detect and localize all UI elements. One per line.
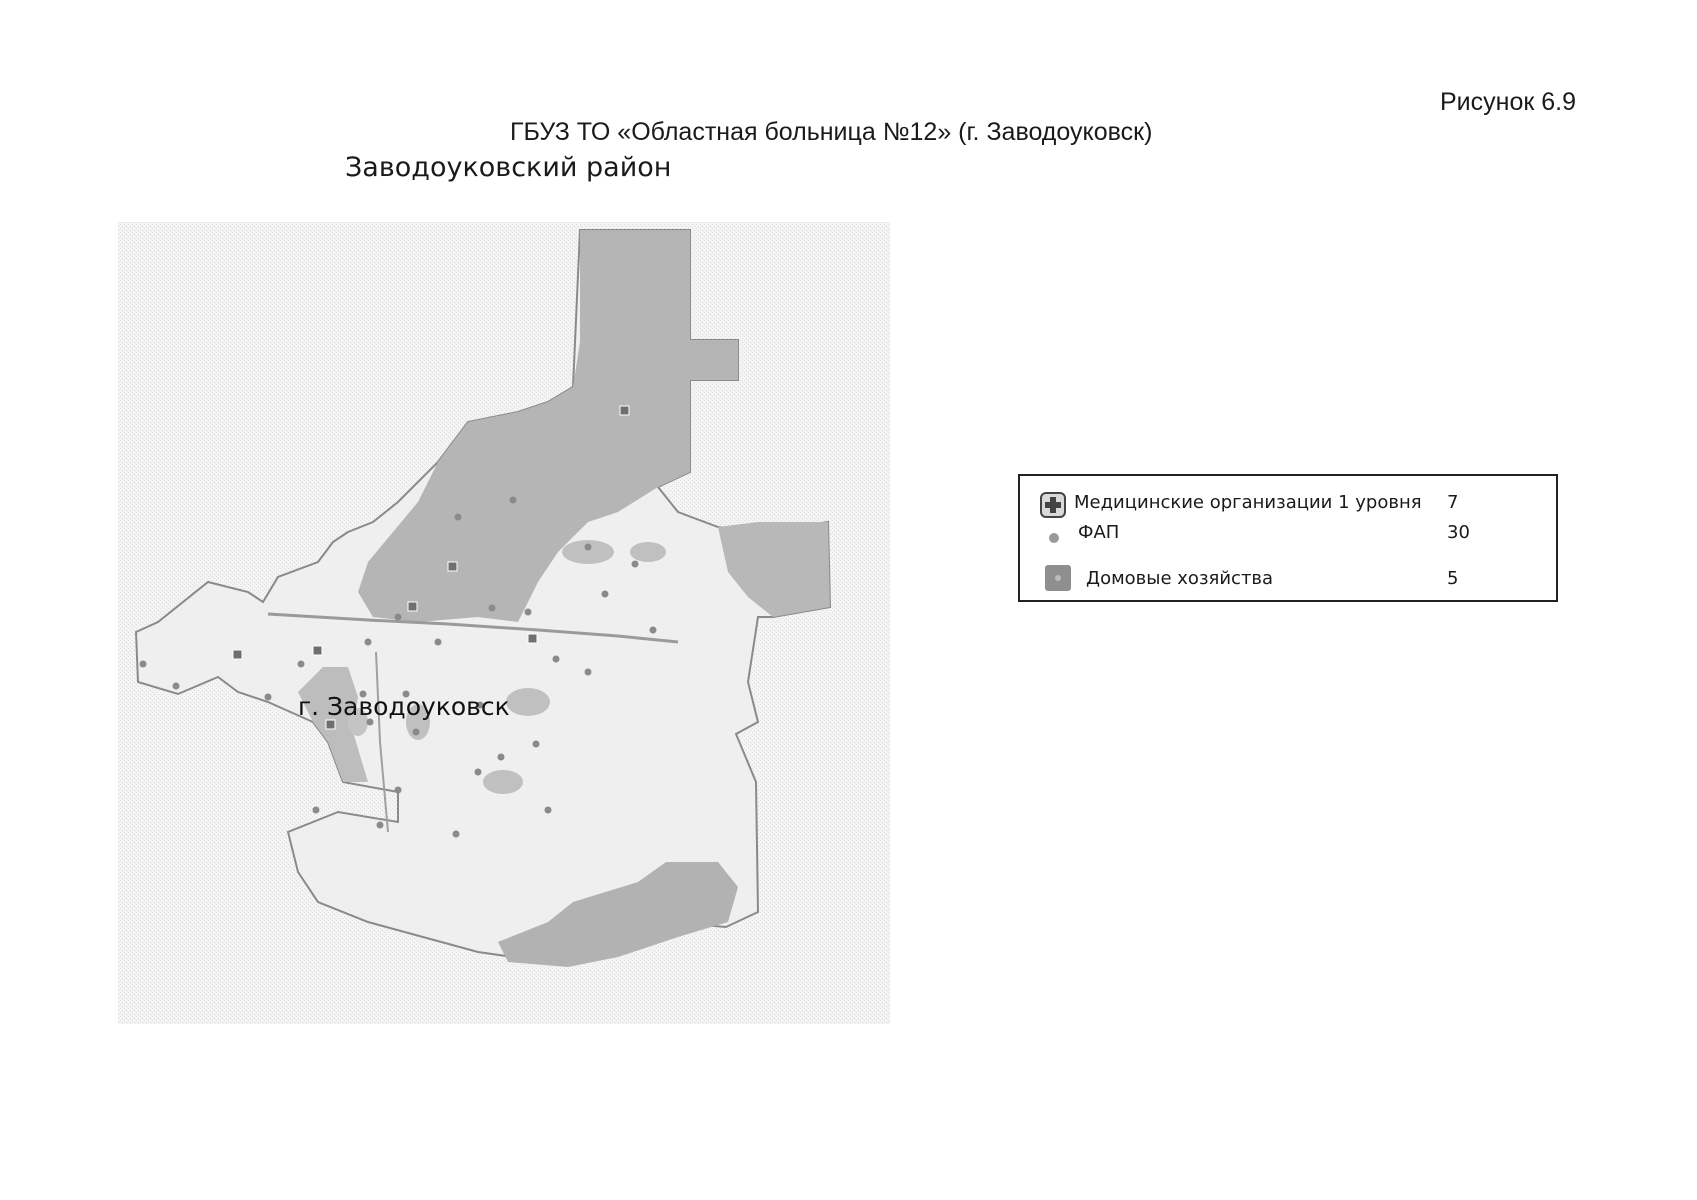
forest-patch (483, 770, 523, 794)
household-square-icon (1044, 564, 1072, 592)
figure-number: Рисунок 6.9 (1440, 88, 1576, 116)
dot-icon (1048, 532, 1060, 544)
forest-patch (630, 542, 666, 562)
legend-count-fap: 30 (1447, 522, 1470, 543)
legend-label-households: Домовые хозяйства (1086, 568, 1274, 589)
district-map-svg (118, 222, 890, 1024)
organization-title: ГБУЗ ТО «Областная больница №12» (г. Заводоуковск) (510, 118, 1153, 146)
legend-label-medical: Медицинские организации 1 уровня (1074, 492, 1422, 513)
medical-cross-icon (1040, 492, 1066, 518)
legend-count-medical: 7 (1447, 492, 1459, 513)
city-label: г. Заводоуковск (298, 692, 510, 721)
district-map (118, 222, 890, 1024)
map-legend (1018, 474, 1558, 602)
district-title: Заводоуковский район (345, 152, 672, 183)
legend-count-households: 5 (1447, 568, 1459, 589)
legend-label-fap: ФАП (1078, 522, 1120, 543)
forest-patch (506, 688, 550, 716)
